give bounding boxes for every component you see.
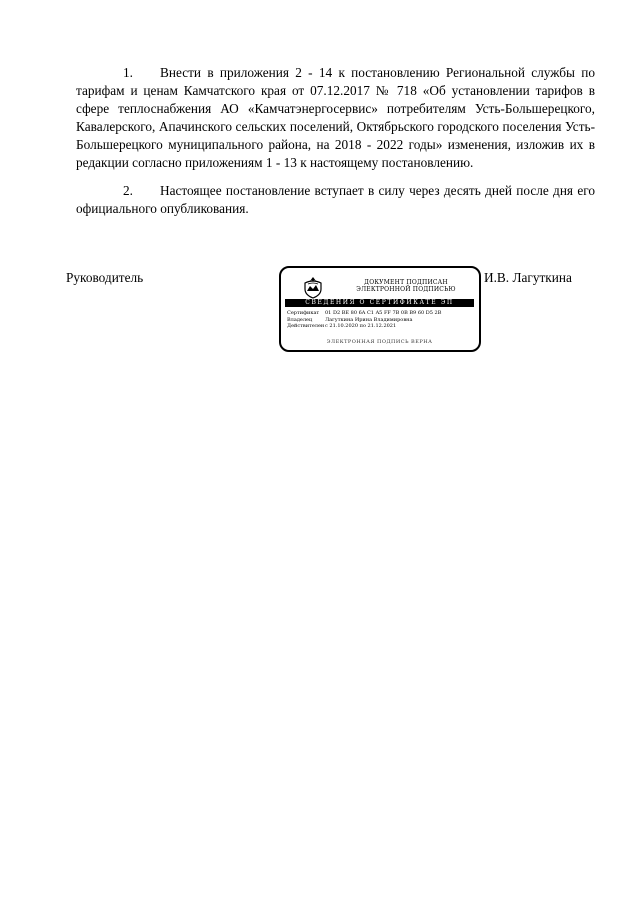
coat-of-arms-icon	[302, 275, 324, 299]
stamp-footer: ЭЛЕКТРОННАЯ ПОДПИСЬ ВЕРНА	[326, 339, 433, 345]
signatory-name: И.В. Лагуткина	[484, 270, 572, 285]
paragraph-2-text: Настоящее постановление вступает в силу через десять дней после дня его официального опубликования.	[76, 183, 595, 216]
stamp-details	[287, 310, 441, 330]
signatory-title: Руководитель	[66, 270, 144, 285]
stamp-row-value: с 21.10.2020 по 21.12.2021	[325, 323, 397, 329]
paragraph-1-number: 1.	[123, 65, 133, 80]
paragraph-1	[76, 64, 595, 172]
paragraph-2	[76, 182, 595, 218]
stamp-header-line-2: ЭЛЕКТРОННОЙ ПОДПИСЬЮ	[356, 286, 456, 293]
stamp-row-value: Лагуткина Ирина Владимировна	[325, 316, 413, 323]
stamp-row-label: Действителен	[287, 323, 325, 329]
paragraph-1-text: Внести в приложения 2 - 14 к постановлению Региональной службы по тарифам и ценам Камчатского края от 07.12.2017 № 718 «Об установлении тарифов в сфере теплоснабжения АО «Камчатэнергосервис» потребителям Усть-Большерецкого, Кавалерского, Апачинского сельских поселений, Октябрьского городского поселения Усть-Большерецкого муниципального района, на 2018 - 2022 годы» изменения, изложив их в редакции согласно приложениям 1 - 13 к настоящему постановлению.	[76, 65, 595, 170]
paragraph-2-number: 2.	[123, 183, 133, 198]
stamp-header	[341, 279, 471, 293]
stamp-row-value: 01 D2 BE 80 6A C1 A5 FF 7B 0B B9 60 D5 2B	[325, 310, 442, 316]
stamp-row-validity	[287, 323, 441, 330]
stamp-certificate-bar: СВЕДЕНИЯ О СЕРТИФИКАТЕ ЭП	[285, 299, 474, 307]
stamp-row-label: Сертификат	[287, 310, 320, 316]
electronic-signature-stamp	[279, 266, 481, 352]
stamp-header-line-1: ДОКУМЕНТ ПОДПИСАН	[364, 279, 448, 286]
stamp-row-label: Владелец	[287, 316, 313, 323]
